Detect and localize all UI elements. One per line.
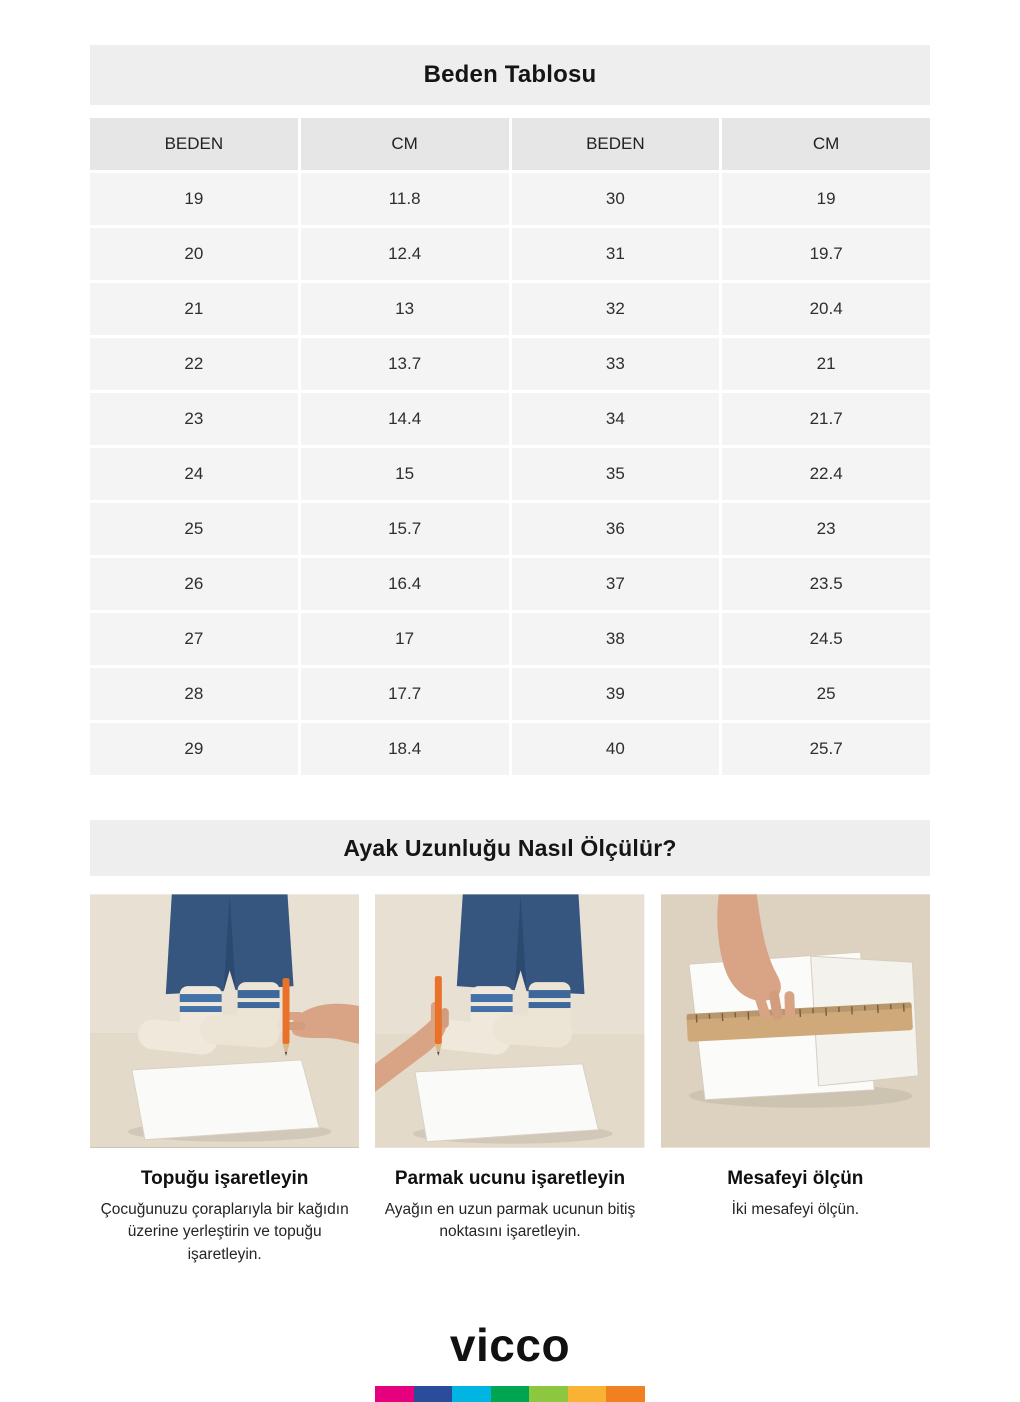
size-table-cell: 24 <box>90 448 298 500</box>
size-table-header-cm-2: CM <box>722 118 930 170</box>
brand-color-bar <box>375 1386 645 1402</box>
measure-steps <box>90 894 930 1266</box>
size-table <box>90 118 930 775</box>
size-table-cell: 32 <box>512 283 720 335</box>
size-table-cell: 31 <box>512 228 720 280</box>
size-table-cell: 13.7 <box>301 338 509 390</box>
size-table-cell: 19 <box>90 173 298 225</box>
brand-color-segment <box>414 1386 453 1402</box>
size-table-cell: 36 <box>512 503 720 555</box>
size-table-cell: 21 <box>90 283 298 335</box>
right-foot <box>492 1013 574 1048</box>
size-table-cell: 35 <box>512 448 720 500</box>
size-table-header-cm-1: CM <box>301 118 509 170</box>
size-table-cell: 11.8 <box>301 173 509 225</box>
size-table-cell: 18.4 <box>301 723 509 775</box>
size-table-cell: 19 <box>722 173 930 225</box>
size-table-cell: 23 <box>722 503 930 555</box>
size-table-cell: 39 <box>512 668 720 720</box>
brand-color-segment <box>529 1386 568 1402</box>
size-table-cell: 14.4 <box>301 393 509 445</box>
size-table-cell: 22 <box>90 338 298 390</box>
size-table-cell: 28 <box>90 668 298 720</box>
step-mark-heel <box>90 894 359 1266</box>
size-table-cell: 33 <box>512 338 720 390</box>
step-measure-distance <box>661 894 930 1266</box>
paper-sheet <box>132 1060 320 1140</box>
size-table-header-beden-1: BEDEN <box>90 118 298 170</box>
size-table-cell: 29 <box>90 723 298 775</box>
measure-section-title-bar <box>90 820 930 876</box>
brand-color-segment <box>375 1386 414 1402</box>
pencil-icon <box>283 978 290 1044</box>
size-table-cell: 19.7 <box>722 228 930 280</box>
footer <box>90 1318 930 1402</box>
size-table-cell: 30 <box>512 173 720 225</box>
size-table-cell: 15 <box>301 448 509 500</box>
size-table-cell: 21 <box>722 338 930 390</box>
size-table-cell: 15.7 <box>301 503 509 555</box>
size-table-cell: 34 <box>512 393 720 445</box>
size-table-cell: 20 <box>90 228 298 280</box>
size-table-cell: 17 <box>301 613 509 665</box>
size-table-cell: 25 <box>722 668 930 720</box>
size-table-cell: 12.4 <box>301 228 509 280</box>
step-description: İki mesafeyi ölçün. <box>731 1201 860 1218</box>
step-description: Ayağın en uzun parmak ucunun bitiş noktasını işaretleyin. <box>384 1201 636 1241</box>
measure-section-title: Ayak Uzunluğu Nasıl Ölçülür? <box>343 834 677 861</box>
step-mark-toe <box>375 894 644 1266</box>
size-table-cell: 16.4 <box>301 558 509 610</box>
size-table-cell: 37 <box>512 558 720 610</box>
size-table-cell: 25.7 <box>722 723 930 775</box>
size-table-cell: 24.5 <box>722 613 930 665</box>
toe-marking-photo <box>375 894 644 1148</box>
heel-marking-photo <box>90 894 359 1148</box>
size-table-header-beden-2: BEDEN <box>512 118 720 170</box>
brand-color-segment <box>452 1386 491 1402</box>
size-table-cell: 23 <box>90 393 298 445</box>
step-heading: Topuğu işaretleyin <box>140 1168 309 1189</box>
size-table-cell: 20.4 <box>722 283 930 335</box>
size-table-cell: 26 <box>90 558 298 610</box>
size-table-cell: 27 <box>90 613 298 665</box>
size-table-cell: 17.7 <box>301 668 509 720</box>
step-heading: Mesafeyi ölçün <box>727 1168 864 1189</box>
brand-color-segment <box>568 1386 607 1402</box>
step-description: Çocuğunuzu çoraplarıyla bir kağıdın üzerine yerleştirin ve topuğu işaretleyin. <box>100 1201 349 1263</box>
size-table-cell: 40 <box>512 723 720 775</box>
brand-color-segment <box>606 1386 645 1402</box>
brand-logo: vicco <box>449 1319 571 1372</box>
thumb <box>441 1008 449 1028</box>
size-table-cell: 22.4 <box>722 448 930 500</box>
paper-sheet <box>415 1064 599 1142</box>
size-table-title-bar <box>90 45 930 105</box>
brand-color-segment <box>491 1386 530 1402</box>
size-table-cell: 25 <box>90 503 298 555</box>
right-foot <box>199 1013 281 1048</box>
size-table-title: Beden Tablosu <box>423 61 597 88</box>
size-table-cell: 21.7 <box>722 393 930 445</box>
finger <box>784 991 795 1018</box>
pencil-icon <box>435 976 442 1044</box>
size-table-cell: 23.5 <box>722 558 930 610</box>
size-table-cell: 38 <box>512 613 720 665</box>
measure-distance-photo <box>661 894 930 1148</box>
size-table-cell: 13 <box>301 283 509 335</box>
step-heading: Parmak ucunu işaretleyin <box>394 1168 626 1189</box>
